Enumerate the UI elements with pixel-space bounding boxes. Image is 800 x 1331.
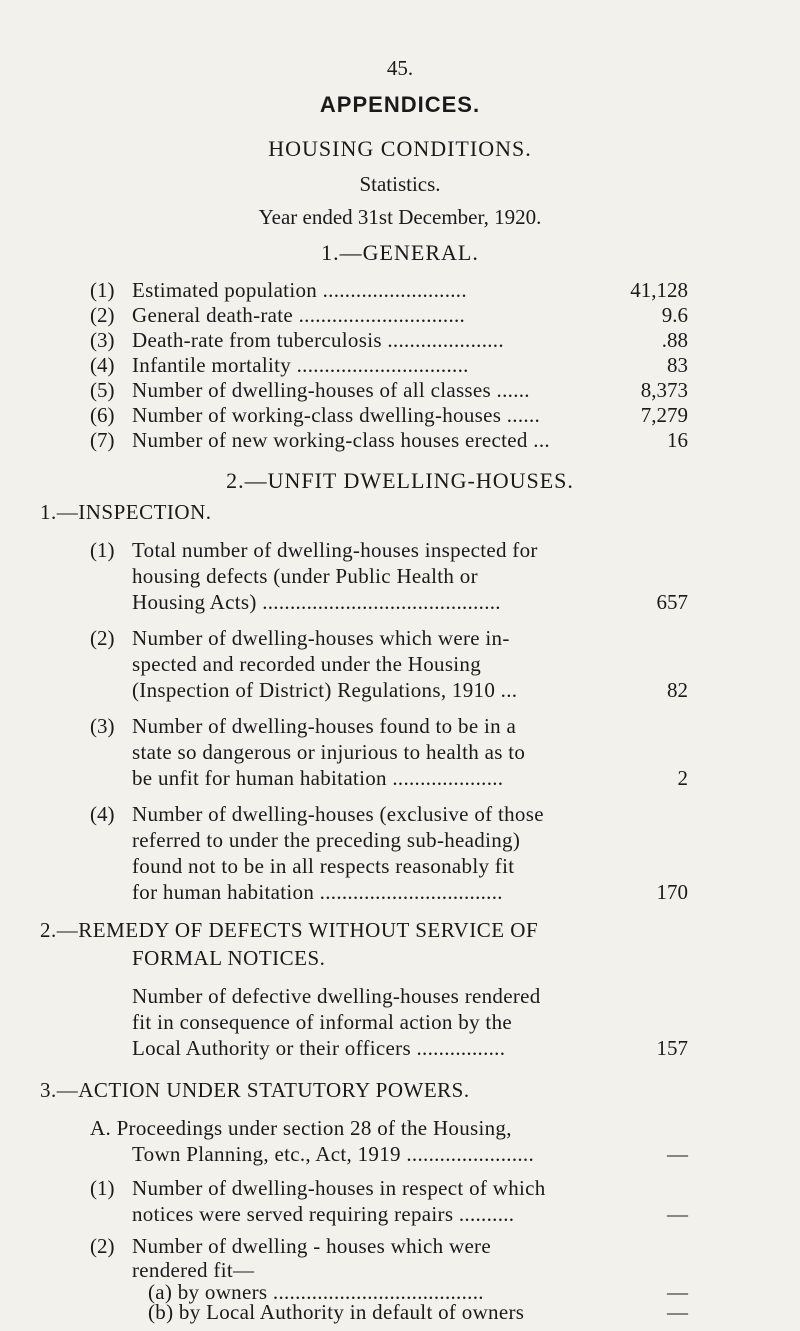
list-item-text: Number of dwelling-houses of all classes ......: [132, 378, 530, 402]
remedy-line: Local Authority or their officers ................: [132, 1036, 506, 1060]
list-item-line: (a) by owners ......................................: [148, 1280, 484, 1304]
action-a-line: Town Planning, etc., Act, 1919 .......................: [132, 1142, 535, 1166]
list-item-line: rendered fit—: [132, 1258, 255, 1282]
list-item-text: Death-rate from tuberculosis .....................: [132, 328, 504, 352]
list-item-num: (3): [90, 714, 115, 738]
action-a-value: —: [667, 1142, 688, 1166]
list-item-line: for human habitation .................................: [132, 880, 503, 904]
list-item-value: 657: [656, 590, 688, 614]
list-item-num: (2): [90, 303, 115, 327]
list-item-value: 41,128: [630, 278, 688, 302]
list-item-line: housing defects (under Public Health or: [132, 564, 478, 588]
list-item-text: Estimated population ..........................: [132, 278, 467, 302]
list-item-line: Total number of dwelling-houses inspected for: [132, 538, 538, 562]
appendices-title: APPENDICES.: [319, 92, 481, 117]
list-item-num: (1): [90, 1176, 115, 1200]
list-item-line: Number of dwelling - houses which were: [132, 1234, 491, 1258]
list-item-value: 170: [656, 880, 688, 904]
list-item-text: Number of working-class dwelling-houses ......: [132, 403, 541, 427]
list-item-value: 16: [667, 428, 688, 452]
list-item-text: General death-rate ..............................: [132, 303, 466, 327]
list-item-line: found not to be in all respects reasonably fit: [132, 854, 515, 878]
list-item-value: 82: [667, 678, 688, 702]
list-item-num: (5): [90, 378, 115, 402]
remedy-value: 157: [656, 1036, 688, 1060]
list-item-text: Infantile mortality ...............................: [132, 353, 469, 377]
list-item-value: 7,279: [640, 403, 688, 427]
list-item-value: 83: [667, 353, 688, 377]
list-item-num: (4): [90, 802, 115, 826]
list-item-value: 2: [677, 766, 688, 790]
page-number: 45.: [386, 56, 414, 80]
list-item-num: (3): [90, 328, 115, 352]
list-item-num: (4): [90, 353, 115, 377]
list-item-value: —: [667, 1202, 688, 1226]
action-heading: 3.—ACTION UNDER STATUTORY POWERS.: [40, 1078, 470, 1102]
list-item-line: Number of dwelling-houses found to be in a: [132, 714, 517, 738]
list-item-line: Number of dwelling-houses (exclusive of those: [132, 802, 544, 826]
general-heading: 1.—GENERAL.: [321, 240, 479, 265]
list-item-num: (1): [90, 538, 115, 562]
list-item-line: spected and recorded under the Housing: [132, 652, 482, 676]
remedy-line: fit in consequence of informal action by the: [132, 1010, 512, 1034]
inspection-heading: 1.—INSPECTION.: [40, 500, 212, 524]
remedy-heading-cont: FORMAL NOTICES.: [132, 946, 326, 970]
list-item-value: —: [667, 1300, 688, 1324]
housing-title: HOUSING CONDITIONS.: [268, 136, 532, 161]
list-item-num: (1): [90, 278, 115, 302]
list-item-text: Number of new working-class houses erected ...: [132, 428, 550, 452]
list-item-value: —: [667, 1280, 688, 1304]
list-item-num: (7): [90, 428, 115, 452]
list-item-num: (2): [90, 626, 115, 650]
list-item-value: 8,373: [640, 378, 688, 402]
action-a-line: A. Proceedings under section 28 of the Housing,: [90, 1116, 512, 1140]
year-ended: Year ended 31st December, 1920.: [258, 205, 542, 229]
unfit-heading: 2.—UNFIT DWELLING-HOUSES.: [226, 468, 574, 493]
list-item-line: (Inspection of District) Regulations, 1910 ...: [132, 678, 518, 702]
list-item-line: Number of dwelling-houses in respect of which: [132, 1176, 546, 1200]
list-item-line: state so dangerous or injurious to health as to: [132, 740, 526, 764]
list-item-line: notices were served requiring repairs ..........: [132, 1202, 515, 1226]
list-item-line: referred to under the preceding sub-heading): [132, 828, 521, 852]
list-item-line: be unfit for human habitation ....................: [132, 766, 504, 790]
list-item-line: Number of dwelling-houses which were in-: [132, 626, 510, 650]
remedy-heading: 2.—REMEDY OF DEFECTS WITHOUT SERVICE OF: [40, 918, 539, 942]
list-item-value: .88: [661, 328, 688, 352]
list-item-line: Housing Acts) ...........................................: [132, 590, 501, 614]
statistics-label: Statistics.: [359, 172, 441, 196]
list-item-line: (b) by Local Authority in default of owners: [148, 1300, 525, 1324]
list-item-value: 9.6: [661, 303, 688, 327]
list-item-num: (6): [90, 403, 115, 427]
list-item-num: (2): [90, 1234, 115, 1258]
remedy-line: Number of defective dwelling-houses rendered: [132, 984, 541, 1008]
